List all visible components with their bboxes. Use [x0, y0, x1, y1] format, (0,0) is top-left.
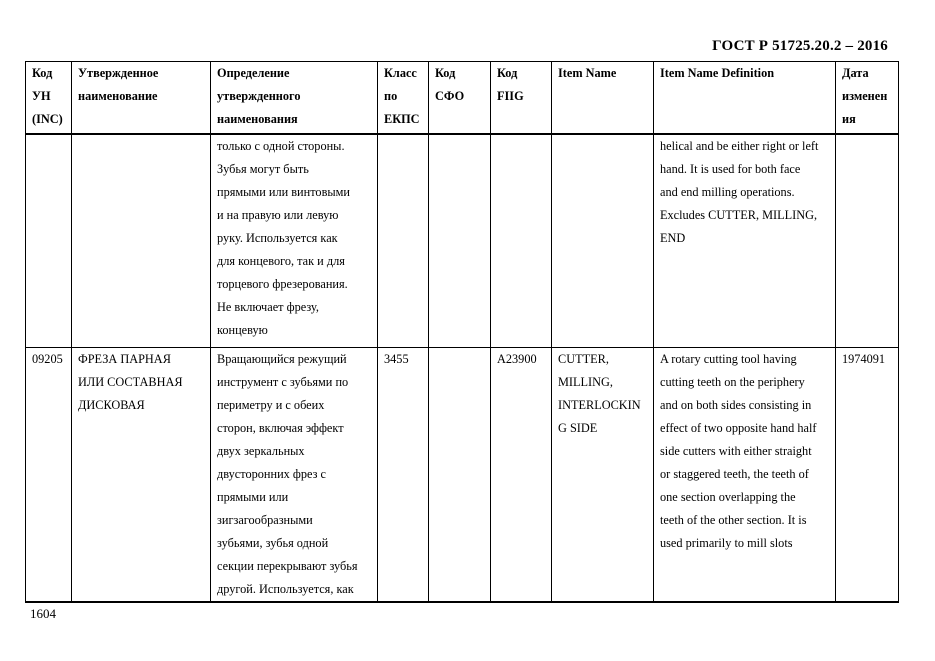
table-header-row [26, 62, 899, 135]
cell-sfo-code [429, 348, 491, 603]
cell-inc: 09205 [26, 348, 72, 603]
cell-change-date: 1974091 [836, 348, 899, 603]
col-header-definition: Определение утвержденного наименования [211, 62, 378, 135]
table-row [26, 134, 899, 348]
cell-change-date [836, 134, 899, 348]
cell-approved-name [72, 134, 211, 348]
cell-ekps-class [378, 134, 429, 348]
cell-ekps-class: 3455 [378, 348, 429, 603]
cell-inc [26, 134, 72, 348]
cell-item-name-definition: A rotary cutting tool having cutting teeth on the periphery and on both sides consisting in effect of two opposite hand half side cutters with either straight or staggered teeth, the teeth of one section overlapping the teeth of the other section. It is used primarily to mill slots [654, 348, 836, 603]
col-header-sfo-code: Код СФО [429, 62, 491, 135]
cell-item-name: CUTTER, MILLING, INTERLOCKIN G SIDE [552, 348, 654, 603]
col-header-ekps-class: Класс по ЕКПС [378, 62, 429, 135]
cell-approved-name: ФРЕЗА ПАРНАЯ ИЛИ СОСТАВНАЯ ДИСКОВАЯ [72, 348, 211, 603]
col-header-inc: Код УН (INC) [26, 62, 72, 135]
document-header: ГОСТ Р 51725.20.2 – 2016 [712, 38, 888, 54]
col-header-item-name-definition: Item Name Definition [654, 62, 836, 135]
cell-fiig-code [491, 134, 552, 348]
col-header-item-name: Item Name [552, 62, 654, 135]
cell-definition: только с одной стороны. Зубья могут быть прямыми или винтовыми и на правую или левую руку. Используется как для концевого, так и для торцевого фрезерования. Не включает фрезу, концевую [211, 134, 378, 348]
table-row [26, 348, 899, 603]
cell-item-name [552, 134, 654, 348]
page-number: 1604 [30, 606, 56, 621]
cell-item-name-definition: helical and be either right or left hand. It is used for both face and end milling operations. Excludes CUTTER, MILLING, END [654, 134, 836, 348]
catalog-table [25, 61, 899, 603]
col-header-fiig-code: Код FIIG [491, 62, 552, 135]
cell-definition: Вращающийся режущий инструмент с зубьями по периметру и с обеих сторон, включая эффект двух зеркальных двусторонних фрез с прямыми или зигзагообразными зубьями, зубья одной секции перекрывают зубья другой. Используется, как [211, 348, 378, 603]
cell-sfo-code [429, 134, 491, 348]
col-header-approved-name: Утвержденное наименование [72, 62, 211, 135]
col-header-change-date: Дата изменен ия [836, 62, 899, 135]
cell-fiig-code: A23900 [491, 348, 552, 603]
